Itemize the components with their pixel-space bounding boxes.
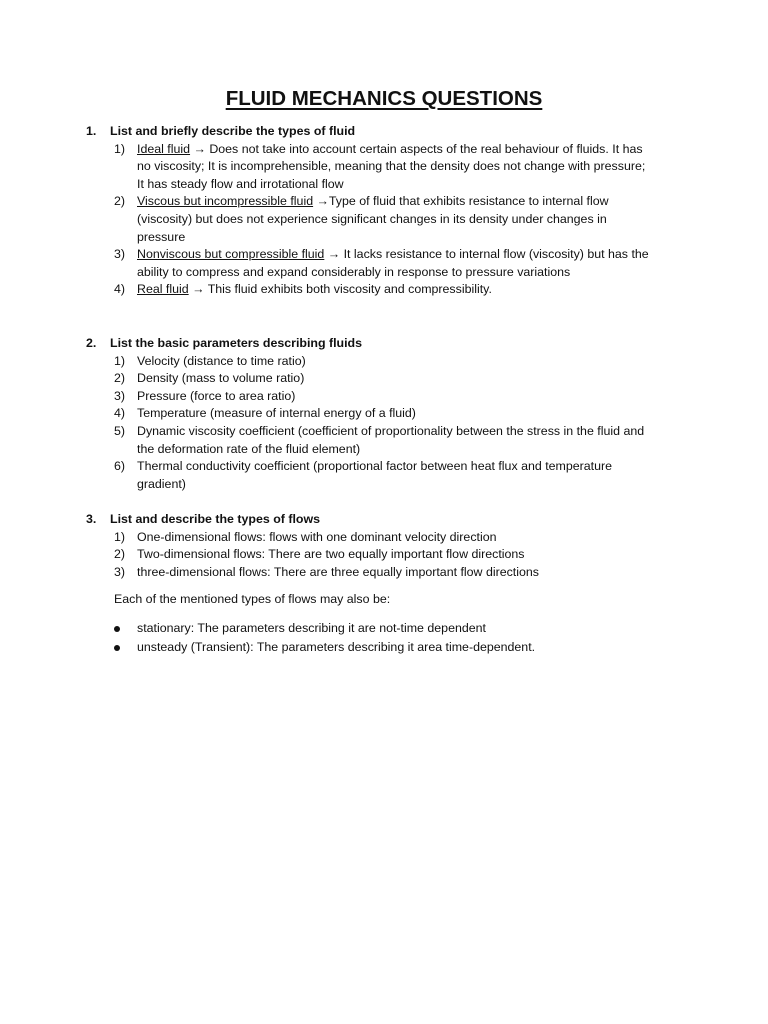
list-item	[86, 546, 652, 564]
item-text: three-dimensional flows: There are three equally important flow directions	[137, 564, 539, 579]
item-text: Thermal conductivity coefficient (proportional factor between heat flux and temperature gradient)	[137, 459, 613, 491]
item-number: 2)	[114, 547, 126, 562]
bullet-item	[114, 619, 654, 638]
item-number: 1)	[114, 353, 126, 368]
item-number: 3)	[114, 564, 126, 579]
item-text: Velocity (distance to time ratio)	[137, 353, 306, 368]
list-item	[86, 458, 652, 493]
bullet-icon	[114, 645, 120, 651]
item-text: Density (mass to volume ratio)	[137, 371, 305, 386]
item-text: Two-dimensional flows: There are two equally important flow directions	[137, 547, 525, 562]
page-title: FLUID MECHANICS QUESTIONS	[225, 87, 543, 110]
section-fluid-types	[86, 123, 666, 299]
item-text: Temperature (measure of internal energy of a fluid)	[137, 406, 416, 421]
question-heading	[86, 511, 666, 529]
bullet-item	[114, 638, 654, 657]
list-item	[86, 246, 652, 281]
item-text: Dynamic viscosity coefficient (coefficient of proportionality between the stress in the fluid and the deformation rate of the fluid element)	[137, 423, 645, 456]
question-text: List and briefly describe the types of fluid	[110, 124, 356, 138]
list-item	[86, 529, 652, 547]
fluid-term: Real fluid	[137, 282, 189, 297]
item-text: → It lacks resistance to internal flow (viscosity) but has the ability to compress and expand considerably in response to pressure variations	[137, 247, 649, 279]
item-number: 2)	[114, 194, 126, 209]
question-number: 2.	[86, 336, 97, 350]
list-item	[86, 423, 652, 458]
list-item	[86, 281, 652, 299]
section-fluid-parameters	[86, 335, 666, 493]
list-item	[86, 388, 652, 406]
list-item	[86, 405, 652, 423]
item-text: Pressure (force to area ratio)	[137, 388, 296, 403]
question-heading	[86, 123, 666, 141]
item-number: 2)	[114, 371, 126, 386]
item-number: 1)	[114, 529, 126, 544]
question-heading	[86, 335, 666, 353]
item-number: 3)	[114, 388, 126, 403]
bullet-text: stationary: The parameters describing it are not-time dependent	[137, 621, 486, 635]
item-number: 4)	[114, 406, 126, 421]
fluid-term: Ideal fluid	[137, 141, 191, 156]
flow-note: Each of the mentioned types of flows may also be:	[114, 592, 391, 606]
item-number: 3)	[114, 247, 126, 262]
fluid-term: Viscous but incompressible fluid	[137, 194, 314, 209]
fluid-term: Nonviscous but compressible fluid	[137, 247, 325, 262]
question-number: 1.	[86, 124, 97, 138]
bullet-list	[114, 619, 654, 657]
item-number: 6)	[114, 459, 126, 474]
list-item	[86, 193, 652, 246]
list-item	[86, 564, 652, 582]
question-text: List and describe the types of flows	[110, 512, 320, 526]
list-item	[86, 370, 652, 388]
question-number: 3.	[86, 512, 97, 526]
item-number: 1)	[114, 141, 126, 156]
list-item	[86, 353, 652, 371]
item-text: → This fluid exhibits both viscosity and compressibility.	[188, 282, 492, 297]
item-text: One-dimensional flows: flows with one dominant velocity direction	[137, 529, 497, 544]
section-flow-types	[86, 511, 666, 581]
item-number: 4)	[114, 282, 126, 297]
item-text: → Does not take into account certain aspects of the real behaviour of fluids. It has no viscosity; It is incomprehensible, meaning that the density does not change with pressure; It has steady flow and irrotational flow	[137, 141, 646, 191]
list-item	[86, 141, 652, 194]
bullet-icon	[114, 626, 120, 632]
bullet-text: unsteady (Transient): The parameters describing it area time-dependent.	[137, 640, 536, 654]
item-number: 5)	[114, 423, 126, 438]
question-text: List the basic parameters describing fluids	[110, 336, 363, 350]
item-text: →Type of fluid that exhibits resistance to internal flow (viscosity) but does not experience significant changes in its density under changes in pressure	[137, 194, 609, 244]
